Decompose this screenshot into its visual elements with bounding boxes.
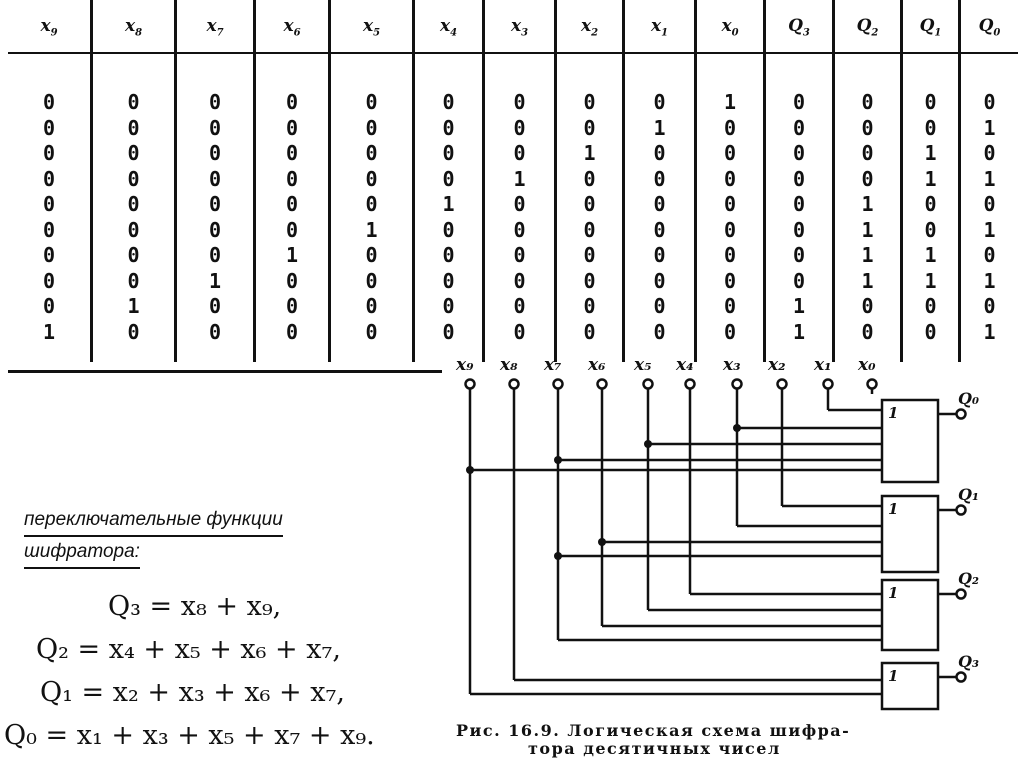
column-x1: [622, 0, 694, 362]
table-cell: 0: [365, 243, 378, 267]
output-terminal: [957, 410, 966, 419]
table-cell: 0: [208, 115, 222, 140]
input-terminal: [466, 380, 475, 389]
table-cell: 0: [442, 243, 455, 267]
column-q2: [832, 0, 900, 362]
input-terminal: [868, 380, 877, 389]
table-cell: 0: [583, 243, 596, 267]
table-cell: 0: [127, 192, 140, 216]
input-label: x₃: [723, 355, 741, 375]
table-cell: 0: [653, 319, 666, 344]
figure-caption-line-2: тора десятичных чисел: [528, 739, 781, 758]
table-cell: 0: [442, 319, 455, 344]
column-header: $x_8$: [124, 16, 143, 39]
column-header: $x_5$: [362, 16, 381, 39]
table-cell: 0: [285, 268, 299, 293]
table-cell: 0: [127, 243, 140, 267]
table-cell: 0: [513, 319, 526, 344]
table-cell: 0: [285, 141, 299, 165]
table-cell: 0: [42, 141, 56, 165]
column-q1: [900, 0, 958, 362]
table-cell: 0: [208, 90, 222, 114]
table-cell: 0: [792, 90, 806, 114]
output-label: Q₀: [958, 389, 979, 408]
table-cell: 0: [285, 217, 299, 242]
table-cell: 0: [127, 268, 140, 293]
formula-q3: Q₃ = x₈ + x₉,: [108, 591, 282, 622]
table-cell: 0: [861, 294, 874, 318]
table-cell: 0: [442, 90, 455, 114]
table-cell: 0: [723, 294, 737, 318]
table-cell: 1: [924, 268, 937, 293]
table-cell: 0: [723, 166, 737, 191]
output-label: Q₂: [958, 569, 979, 588]
table-cell: 0: [208, 166, 222, 191]
column-q0: [958, 0, 1018, 362]
output-terminal: [957, 673, 966, 682]
table-cell: 0: [723, 141, 737, 165]
table-cell: 0: [583, 217, 596, 242]
table-cell: 1: [924, 166, 937, 191]
column-header: $x_0$: [721, 16, 739, 39]
table-cell: 0: [513, 115, 526, 140]
input-label: x₂: [768, 355, 786, 375]
input-terminal: [733, 380, 742, 389]
table-cell: 1: [924, 243, 937, 267]
table-cell: 0: [365, 115, 378, 140]
formulas: [4, 585, 444, 757]
table-cell: 0: [42, 166, 56, 191]
table-cell: 1: [861, 217, 874, 242]
column-header: $Q_2$: [856, 16, 879, 39]
table-cell: 0: [861, 90, 874, 114]
table-cell: 0: [924, 90, 937, 114]
table-cell: 1: [792, 319, 806, 344]
table-cell: 0: [983, 243, 996, 267]
gate-symbol: 1: [888, 500, 899, 518]
table-cell: 0: [442, 115, 455, 140]
output-label: Q₁: [958, 485, 979, 504]
table-cell: 0: [208, 192, 222, 216]
column-x0: [694, 0, 763, 362]
table-cell: 0: [365, 90, 378, 114]
caption-line-2: шифратора:: [24, 537, 140, 569]
table-cell: 0: [285, 115, 299, 140]
truth-table: [8, 0, 1018, 362]
junction-dot: [554, 456, 562, 464]
column-x4: [412, 0, 482, 362]
column-x6: [253, 0, 328, 362]
column-x5: [328, 0, 412, 362]
table-cell: 0: [983, 294, 996, 318]
column-header: $x_9$: [40, 16, 58, 39]
junction-dot: [466, 466, 474, 474]
table-cell: 0: [653, 243, 666, 267]
header-rule: [8, 52, 1018, 54]
table-cell: 0: [723, 217, 737, 242]
table-cell: 0: [861, 166, 874, 191]
table-cell: 0: [513, 294, 526, 318]
column-header: $x_1$: [650, 16, 669, 39]
table-cell: 1: [861, 192, 874, 216]
table-cell: 0: [861, 115, 874, 140]
table-cell: 0: [285, 294, 299, 318]
table-cell: 0: [983, 90, 996, 114]
output-label: Q₃: [958, 652, 979, 671]
table-cell: 1: [924, 141, 937, 165]
table-cell: 0: [127, 90, 140, 114]
table-cell: 0: [42, 217, 56, 242]
table-cell: 1: [365, 217, 378, 242]
table-cell: 0: [208, 217, 222, 242]
table-cell: 1: [583, 141, 596, 165]
figure-caption-line-1: Рис. 16.9. Логическая схема шифра-: [456, 721, 851, 740]
table-cell: 0: [513, 217, 526, 242]
table-cell: 0: [442, 141, 455, 165]
input-label: x₆: [588, 355, 606, 375]
input-terminal: [644, 380, 653, 389]
table-cell: 0: [365, 166, 378, 191]
table-cell: 0: [513, 90, 526, 114]
formula-q0: Q₀ = x₁ + x₃ + x₅ + x₇ + x₉.: [4, 720, 375, 751]
table-cell: 0: [924, 294, 937, 318]
input-label: x₅: [634, 355, 652, 375]
table-cell: 0: [924, 319, 937, 344]
column-x2: [554, 0, 622, 362]
junction-dot: [554, 552, 562, 560]
gate-symbol: 1: [888, 667, 899, 685]
junction-dot: [733, 424, 741, 432]
column-header: $Q_0$: [978, 16, 1001, 39]
table-cell: 0: [792, 192, 806, 216]
gate-symbol: 1: [888, 404, 899, 422]
column-header: $x_3$: [510, 16, 529, 39]
input-label: x₉: [456, 355, 474, 375]
table-cell: 0: [723, 319, 737, 344]
table-cell: 0: [285, 166, 299, 191]
table-cell: 0: [924, 217, 937, 242]
table-cell: 0: [792, 115, 806, 140]
table-cell: 0: [442, 294, 455, 318]
column-header: $x_7$: [206, 16, 224, 39]
table-cell: 0: [285, 192, 299, 216]
table-cell: 0: [285, 319, 299, 344]
table-cell: 0: [365, 268, 378, 293]
table-cell: 1: [983, 319, 996, 344]
column-q3: [763, 0, 832, 362]
table-cell: 0: [127, 319, 140, 344]
table-cell: 0: [365, 319, 378, 344]
table-cell: 0: [583, 294, 596, 318]
table-cell: 0: [723, 268, 737, 293]
formula-q2: Q₂ = x₄ + x₅ + x₆ + x₇,: [36, 634, 341, 665]
input-label: x₄: [676, 355, 694, 375]
table-cell: 0: [861, 141, 874, 165]
table-cell: 0: [208, 141, 222, 165]
table-cell: 0: [983, 192, 996, 216]
table-bottom-rule: [8, 370, 442, 373]
table-cell: 0: [861, 319, 874, 344]
input-terminal: [510, 380, 519, 389]
caption-line-1: переключательные функции: [24, 505, 283, 537]
table-cell: 0: [208, 294, 222, 318]
table-cell: 0: [792, 166, 806, 191]
input-label: x₇: [544, 355, 562, 375]
table-cell: 0: [127, 217, 140, 242]
table-cell: 0: [442, 217, 455, 242]
table-cell: 0: [653, 90, 666, 114]
input-terminal: [686, 380, 695, 389]
table-cell: 0: [583, 115, 596, 140]
table-cell: 0: [208, 243, 222, 267]
input-terminal: [824, 380, 833, 389]
table-cell: 0: [127, 166, 140, 191]
column-x9: [8, 0, 90, 362]
table-cell: 0: [42, 90, 56, 114]
table-cell: 0: [42, 115, 56, 140]
table-cell: 0: [442, 268, 455, 293]
column-header: $Q_1$: [919, 16, 942, 39]
table-cell: 0: [42, 192, 56, 216]
table-cell: 1: [653, 115, 666, 140]
table-cell: 0: [792, 141, 806, 165]
table-cell: 0: [723, 243, 737, 267]
input-label: x₈: [500, 355, 518, 375]
table-cell: 0: [583, 166, 596, 191]
table-cell: 0: [442, 166, 455, 191]
table-cell: 0: [723, 115, 737, 140]
table-cell: 1: [127, 294, 140, 318]
table-cell: 0: [653, 217, 666, 242]
table-cell: 1: [442, 192, 455, 216]
table-cell: 1: [861, 243, 874, 267]
table-cell: 0: [42, 294, 56, 318]
column-header: $x_4$: [439, 16, 458, 39]
table-cell: 1: [861, 268, 874, 293]
column-x7: [174, 0, 253, 362]
table-cell: 0: [365, 141, 378, 165]
column-x8: [90, 0, 174, 362]
output-terminal: [957, 506, 966, 515]
table-cell: 0: [127, 141, 140, 165]
table-cell: 0: [653, 294, 666, 318]
junction-dot: [598, 538, 606, 546]
table-cell: 0: [513, 141, 526, 165]
table-cell: 0: [924, 192, 937, 216]
table-cell: 0: [653, 192, 666, 216]
input-label: x₁: [814, 355, 832, 375]
input-label: x₀: [858, 355, 876, 375]
table-cell: 0: [653, 166, 666, 191]
gate-symbol: 1: [888, 584, 899, 602]
table-cell: 0: [792, 243, 806, 267]
table-cell: 0: [583, 268, 596, 293]
table-cell: 0: [513, 192, 526, 216]
table-cell: 1: [285, 243, 299, 267]
table-cell: 1: [723, 90, 737, 114]
table-cell: 0: [983, 141, 996, 165]
table-cell: 1: [983, 115, 996, 140]
switching-functions-caption: [24, 505, 364, 569]
output-terminal: [957, 590, 966, 599]
table-cell: 0: [653, 141, 666, 165]
table-cell: 1: [513, 166, 526, 191]
input-terminal: [554, 380, 563, 389]
figure-caption: [456, 722, 996, 758]
table-cell: 1: [983, 217, 996, 242]
table-cell: 0: [653, 268, 666, 293]
encoder-schematic: [440, 350, 1020, 720]
table-cell: 0: [583, 192, 596, 216]
table-cell: 0: [127, 115, 140, 140]
table-cell: 0: [583, 90, 596, 114]
table-cell: 0: [42, 268, 56, 293]
table-cell: 1: [983, 268, 996, 293]
table-cell: 0: [365, 192, 378, 216]
table-cell: 0: [723, 192, 737, 216]
table-cell: 0: [42, 243, 56, 267]
table-cell: 0: [365, 294, 378, 318]
table-cell: 1: [983, 166, 996, 191]
table-cell: 1: [208, 268, 222, 293]
column-header: $x_2$: [580, 16, 599, 39]
input-terminal: [778, 380, 787, 389]
column-header: $Q_3$: [788, 16, 810, 39]
table-cell: 0: [208, 319, 222, 344]
table-cell: 0: [513, 243, 526, 267]
table-cell: 1: [792, 294, 806, 318]
column-x3: [482, 0, 554, 362]
input-terminal: [598, 380, 607, 389]
table-cell: 0: [285, 90, 299, 114]
column-header: $x_6$: [283, 16, 301, 39]
junction-dot: [644, 440, 652, 448]
table-cell: 0: [583, 319, 596, 344]
table-cell: 0: [792, 268, 806, 293]
table-cell: 0: [924, 115, 937, 140]
table-cell: 0: [513, 268, 526, 293]
table-cell: 0: [792, 217, 806, 242]
formula-q1: Q₁ = x₂ + x₃ + x₆ + x₇,: [40, 677, 345, 708]
table-cell: 1: [42, 319, 56, 344]
